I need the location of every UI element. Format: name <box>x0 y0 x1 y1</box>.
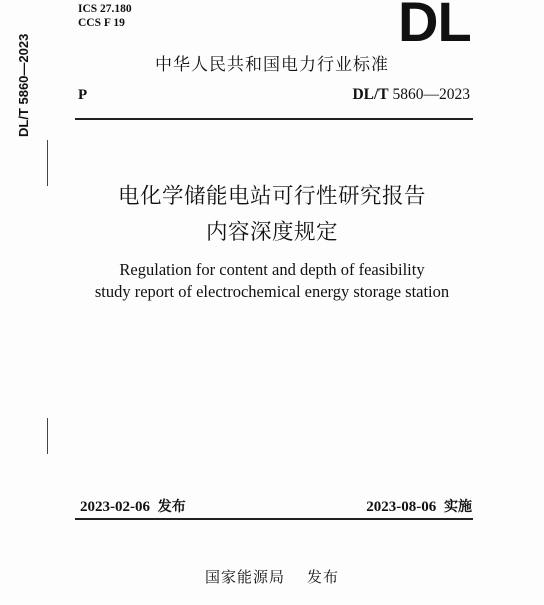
english-title-line1: Regulation for content and depth of feasibility <box>119 260 425 279</box>
chinese-title-line1: 电化学储能电站可行性研究报告 <box>117 184 426 209</box>
issue-date <box>80 496 186 516</box>
implementation-date <box>366 496 472 516</box>
publisher-name: 国家能源局 <box>204 568 285 586</box>
standard-prefix: DL/T <box>352 86 389 103</box>
category-code: P <box>78 87 88 103</box>
publisher-action: 发布 <box>307 568 340 586</box>
ics-code: ICS 27.180 <box>78 3 132 15</box>
spine-label: DL/T 5860—2023 <box>16 34 31 138</box>
dates-divider <box>75 518 473 520</box>
spine-line-bottom <box>47 418 48 454</box>
issue-date-value: 2023-02-06 <box>80 499 150 515</box>
chinese-title-line2: 内容深度规定 <box>205 220 338 245</box>
dl-logo: DL <box>398 0 471 53</box>
publisher <box>0 566 544 587</box>
english-title-line2: study report of electrochemical energy storage station <box>94 282 450 301</box>
implementation-date-label: 实施 <box>444 499 472 515</box>
issue-date-label: 发布 <box>157 499 186 515</box>
classification-codes <box>78 2 132 30</box>
standard-number-value: 5860—2023 <box>392 86 470 103</box>
header-divider <box>75 118 473 120</box>
standard-number <box>352 86 470 104</box>
industry-standard-title: 中华人民共和国电力行业标准 <box>155 55 389 75</box>
ccs-code: CCS F 19 <box>78 17 125 29</box>
implementation-date-value: 2023-08-06 <box>366 499 437 515</box>
spine-line-top <box>47 140 48 186</box>
